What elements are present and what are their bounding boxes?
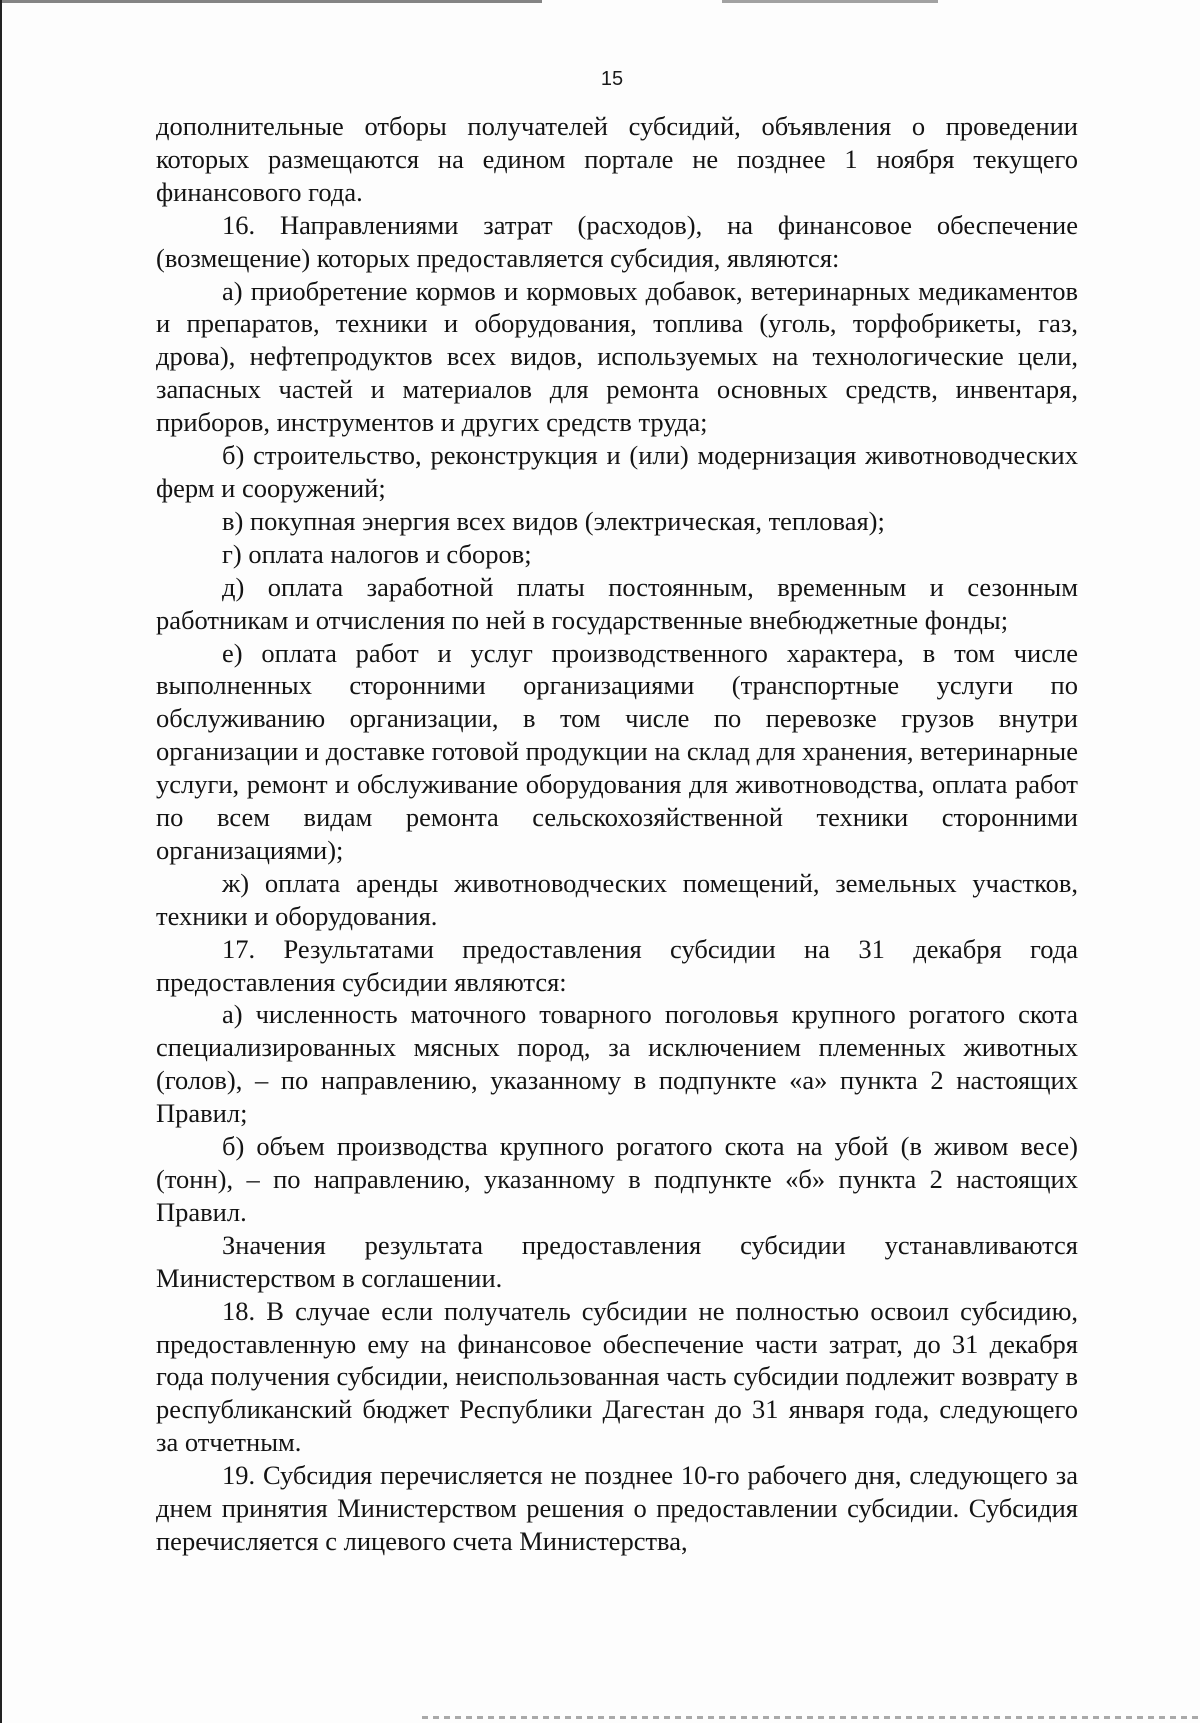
paragraph-16-d: д) оплата заработной платы постоянным, временным и сезонным работникам и отчисления по ней в государственные внебюджетные фонды; bbox=[156, 571, 1078, 635]
paragraph-result-values: Значения результата предоставления субсидии устанавливаются Министерством в соглашении. bbox=[156, 1229, 1078, 1293]
paragraph-item-16: 16. Направлениями затрат (расходов), на финансовое обеспечение (возмещение) которых предоставляется субсидия, являются: bbox=[156, 209, 1078, 273]
paragraph-17-b: б) объем производства крупного рогатого скота на убой (в живом весе) (тонн), – по направлению, указанному в подпункте «б» пункта 2 настоящих Правил. bbox=[156, 1131, 1078, 1227]
paragraph-item-19: 19. Субсидия перечисляется не позднее 10-го рабочего дня, следующего за днем принятия Министерством решения о предоставлении субсидии. Субсидия перечисляется с лицевого счета Министерства, bbox=[156, 1460, 1078, 1556]
scan-edge-bottom bbox=[422, 1716, 1200, 1719]
paragraph-16-v: в) покупная энергия всех видов (электрическая, тепловая); bbox=[222, 505, 885, 536]
paragraph-16-b: б) строительство, реконструкция и (или) модернизация животноводческих ферм и сооружений; bbox=[156, 440, 1078, 503]
paragraph-16-a: а) приобретение кормов и кормовых добавок, ветеринарных медикаментов и препаратов, техники и оборудования, топлива (уголь, торфобрикеты, газ, дрова), нефтепродуктов всех видов, используемых на технологические цели, запасных частей и материалов для ремонта основных средств, инвентаря, приборов, инструментов и других средств труда; bbox=[156, 275, 1078, 438]
paragraph-16-g: г) оплата налогов и сборов; bbox=[222, 538, 532, 569]
paragraph-item-17: 17. Результатами предоставления субсидии на 31 декабря года предоставления субсидии являются: bbox=[156, 933, 1078, 997]
page-number: 15 bbox=[600, 68, 624, 90]
paragraph-16-zh: ж) оплата аренды животноводческих помещений, земельных участков, техники и оборудования. bbox=[156, 867, 1078, 931]
scan-edge-top bbox=[2, 0, 1200, 3]
paragraph-item-18: 18. В случае если получатель субсидии не полностью освоил субсидию, предоставленную ему на финансовое обеспечение части затрат, до 31 декабря года получения субсидии, неиспользованная часть субсидии подлежит возврату в республиканский бюджет Республики Дагестан до 31 января года, следующего за отчетным. bbox=[156, 1295, 1078, 1458]
paragraph-16-e: е) оплата работ и услуг производственного характера, в том числе выполненных сторонними организациями (транспортные услуги по обслуживанию организации, в том числе по перевозке грузов внутри организации и доставке готовой продукции на склад для хранения, ветеринарные услуги, ремонт и обслуживание оборудования для животноводства, оплата работ по всем видам ремонта сельскохозяйственной техники сторонними организациями); bbox=[156, 637, 1078, 865]
paragraph-17-a: а) численность маточного товарного поголовья крупного рогатого скота специализированных мясных пород, за исключением племенных животных (голов), – по направлению, указанному в подпункте «а» пункта 2 настоящих Правил; bbox=[156, 999, 1078, 1129]
document-body bbox=[156, 110, 1078, 1558]
paragraph-continuation: дополнительные отборы получателей субсидий, объявления о проведении которых размещаются на едином портале не позднее 1 ноября текущего финансового года. bbox=[156, 111, 1078, 207]
